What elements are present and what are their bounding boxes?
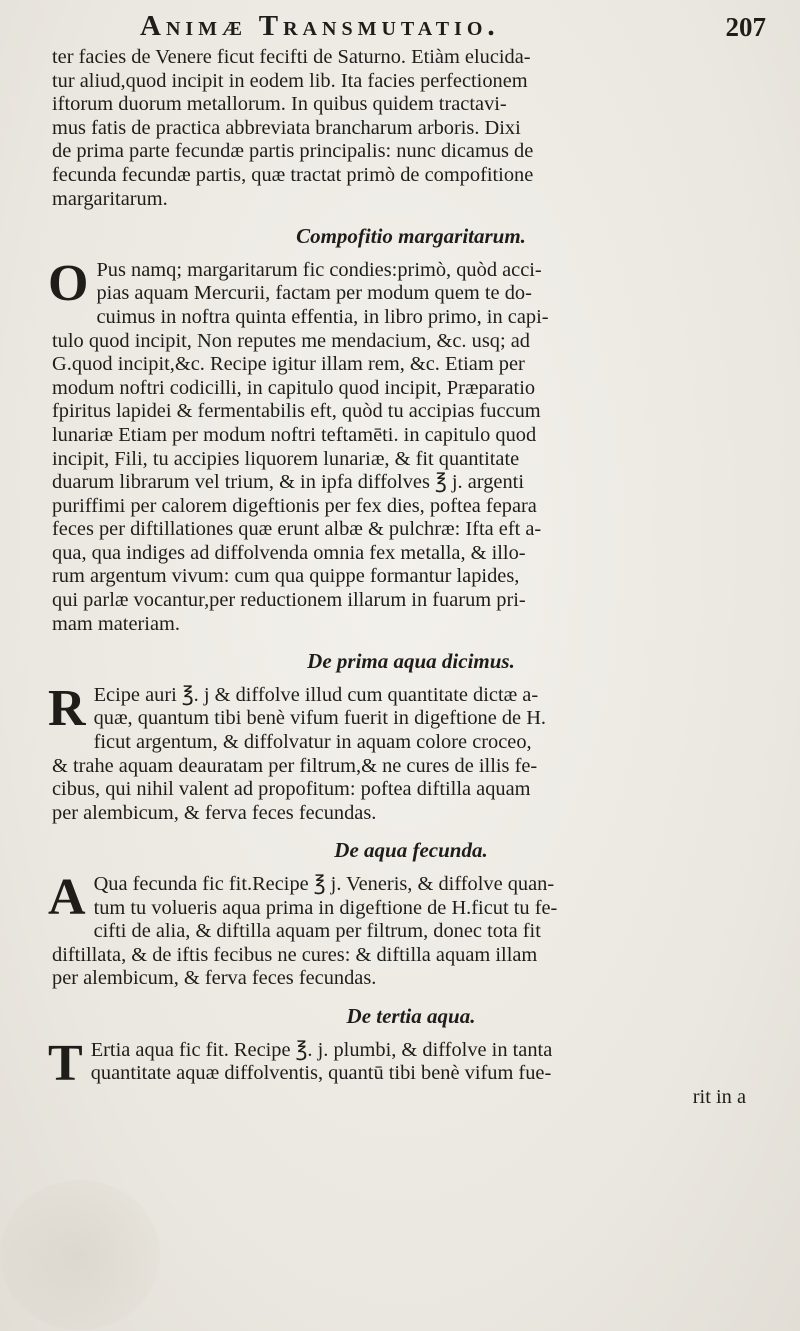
paragraph-compositio <box>48 254 770 637</box>
text-line: cuimus in noftra quinta effentia, in libro primo, in capi- <box>96 305 549 328</box>
text-line: incipit, Fili, tu accipies liquorem lunariæ, & fit quantitate <box>52 447 520 470</box>
text-line: qui parlæ vocantur,per reductionem illarum in fuarum pri- <box>52 589 526 612</box>
page-number: 207 <box>725 12 766 42</box>
text-line: rum argentum vivum: cum qua quippe formantur lapides, <box>52 565 520 588</box>
text-line: quantitate aquæ diffolventis, quantū tibi benè vifum fue- <box>90 1062 552 1085</box>
text-line: tum tu volueris aqua prima in digeftione de H.ficut tu fe- <box>93 896 558 919</box>
text-line: margaritarum. <box>52 187 168 210</box>
catchword: rit in a <box>692 1085 746 1108</box>
drop-cap: R <box>48 679 86 737</box>
text-line: tulo quod incipit, Non reputes me mendacium, &c. usq; ad <box>52 329 530 352</box>
drop-cap: A <box>48 869 86 926</box>
paragraph-secunda-aqua <box>48 869 770 991</box>
text-line: puriffimi per calorem digeftionis per fex dies, poftea fepara <box>52 494 537 517</box>
text-line: duarum librarum vel trium, & in ipfa diffolves ℥ j. argenti <box>52 471 524 494</box>
page-body <box>48 46 770 1109</box>
section-heading: De aqua fecunda. <box>334 838 488 863</box>
text-line: & trahe aquam deauratam per filtrum,& ne cures de illis fe- <box>52 754 538 777</box>
text-line: diftillata, & de iftis fecibus ne cures: & diftilla aquam illam <box>52 943 538 966</box>
text-line: modum noftri codicilli, in capitulo quod incipit, Præparatio <box>52 376 536 399</box>
intro-paragraph <box>52 46 770 211</box>
text-line: Pus namq; margaritarum fic condies:primò, quòd acci- <box>96 258 542 281</box>
running-head: Animæ Transmutatio. <box>140 10 500 42</box>
text-line: fpiritus lapidei & fermentabilis eft, quòd tu accipias fuccum <box>52 400 541 423</box>
text-line: cibus, qui nihil valent ad propofitum: poftea diftilla aquam <box>52 778 531 801</box>
text-line: Qua fecunda fic fit.Recipe ℥ j. Veneris, & diffolve quan- <box>93 873 555 895</box>
text-line: per alembicum, & ferva feces fecundas. <box>52 967 377 990</box>
text-line: tur aliud,quod incipit in eodem lib. Ita facies perfectionem <box>52 69 528 92</box>
page-header <box>0 10 800 50</box>
text-line: mus fatis de practica abbreviata brancharum arboris. Dixi <box>52 116 521 139</box>
text-line: quæ, quantum tibi benè vifum fuerit in digeftione de H. <box>93 707 547 730</box>
section-heading: De tertia aqua. <box>346 1003 476 1028</box>
text-line: feces per diftillationes quæ erunt albæ & pulchræ: Ifta eft a- <box>52 518 542 541</box>
text-line: lunariæ Etiam per modum noftri teftamēti. in capitulo quod <box>52 423 537 446</box>
text-line: Ertia aqua fic fit. Recipe ℥. j. plumbi, & diffolve in tanta <box>90 1038 553 1061</box>
text-line: cifti de alia, & diftilla aquam per filtrum, donec tota fit <box>93 920 541 943</box>
text-line: mam materiam. <box>52 612 180 635</box>
drop-cap: T <box>48 1034 83 1092</box>
text-line: Ecipe auri ℥. j & diffolve illud cum quantitate dictæ a- <box>93 683 539 706</box>
text-line: de prima parte fecundæ partis principalis: nunc dicamus de <box>52 140 534 163</box>
paragraph-tertia-aqua <box>48 1034 770 1092</box>
section-heading: De prima aqua dicimus. <box>307 649 515 674</box>
text-line: fecunda fecundæ partis, quæ tractat primò de compofitione <box>52 163 534 186</box>
text-line: ficut argentum, & diffolvatur in aquam colore croceo, <box>93 731 532 754</box>
drop-cap: O <box>48 254 89 312</box>
text-line: iftorum duorum metallorum. In quibus quidem tractavi- <box>52 93 507 116</box>
text-line: qua, qua indiges ad diffolvenda omnia fex metalla, & illo- <box>52 541 526 564</box>
text-line: per alembicum, & ferva feces fecundas. <box>52 801 377 824</box>
text-line: pias aquam Mercurii, factam per modum quem te do- <box>96 282 532 305</box>
text-line: G.quod incipit,&c. Recipe igitur illam rem, &c. Etiam per <box>52 353 525 376</box>
paragraph-prima-aqua <box>48 679 770 826</box>
paper-stain <box>0 1180 160 1330</box>
section-heading: Compofitio margaritarum. <box>296 224 526 249</box>
text-line: ter facies de Venere ficut fecifti de Saturno. Etiàm elucida- <box>52 46 531 68</box>
